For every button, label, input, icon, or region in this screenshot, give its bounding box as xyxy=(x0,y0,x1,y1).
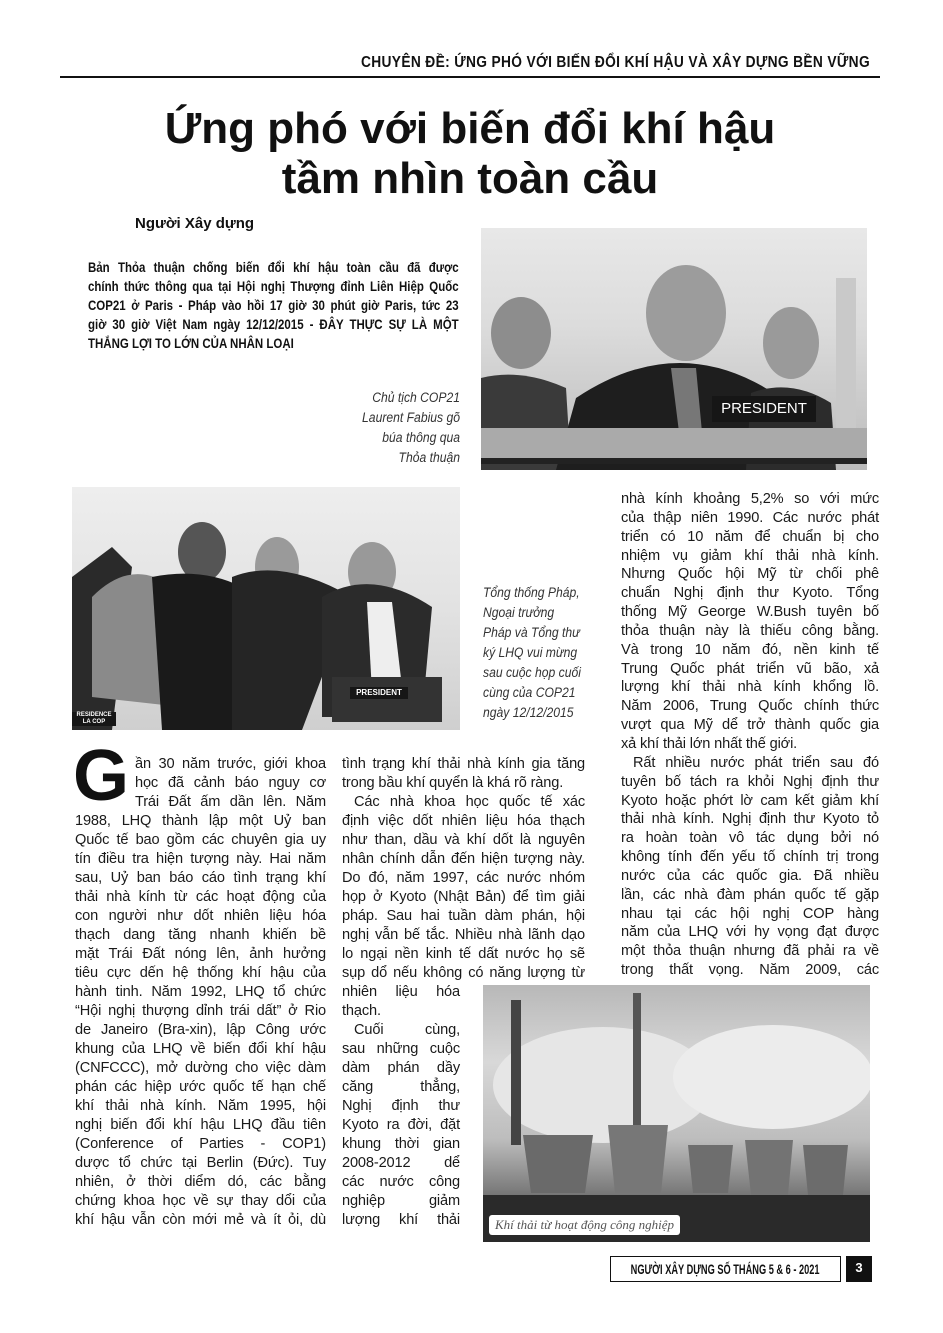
text-line: học đã cảnh báo nguy cơ xyxy=(135,775,326,791)
text-line: lượng khí thải xyxy=(342,1212,460,1228)
text-line: Nghị định thư xyxy=(342,1098,460,1114)
text-line: Kyoto hoặc phớt lờ cam kết giảm khí xyxy=(621,792,879,809)
photo3-cooling-towers xyxy=(483,985,870,1242)
text-line: nghiệp giảm xyxy=(342,1193,460,1209)
caption-line: ngày 12/12/2015 xyxy=(483,705,574,720)
text-line: Cuối cùng, xyxy=(354,1022,460,1038)
text-line: các nước công xyxy=(342,1174,460,1190)
text-line: xả khí thải lớn nhất thế giới. xyxy=(621,735,798,752)
text-line: ra hoàn toàn vô tác dụng bởi nó xyxy=(621,830,879,847)
text-line: nhân chính dẫn đến hiện tượng này. xyxy=(342,851,585,867)
text-line: Do đó, năm 1997, các nước nhóm xyxy=(342,870,585,886)
text-line: vượt qua Mỹ dể trở thành quốc gia xyxy=(621,717,879,734)
drop-cap: G xyxy=(73,736,130,816)
caption-line: Ngoại trưởng xyxy=(483,605,555,620)
text-line: nhà kính khoảng 5,2% so với mức xyxy=(621,491,879,507)
text-line: lo ngại nền kinh tế dất nước họ sẽ xyxy=(342,946,585,962)
text-line: pháp. Sau hai tuần dàm phán, hội xyxy=(342,908,585,924)
text-line: khung của LHQ về biến đổi khí hậu xyxy=(75,1041,326,1057)
photo1-caption xyxy=(316,388,460,468)
column-1 xyxy=(75,755,326,1230)
text-line: khí thải nhà kính. Năm 1995, hội xyxy=(75,1098,326,1114)
article-title-line1: Ứng phó với biến đổi khí hậu xyxy=(164,104,776,153)
text-line: tuyên bố tách ra khỏi Nghị định thư xyxy=(621,773,879,790)
text-line: hành tinh. Năm 1992, LHQ tổ chức xyxy=(75,984,326,1000)
text-line: Rất nhiều nước phát triển sau đó xyxy=(633,754,879,771)
text-line: 1988, LHQ thành lập một Uỷ ban xyxy=(75,813,326,829)
text-line: Năm 2006, Trung Quốc chính thức xyxy=(621,698,879,715)
text-line: ần 30 năm trước, giới khoa xyxy=(135,756,326,772)
text-line: họp ở Kyoto (Nhật Bản) để tìm giải xyxy=(342,889,585,905)
text-line: thải nhà kính. Nghị định thư Kyoto tỏ xyxy=(621,811,879,828)
photo-president-gavel xyxy=(481,228,867,470)
text-line: thạch. xyxy=(342,1003,381,1019)
text-line: tiêu cực dến hệ thống khí hậu của xyxy=(75,965,326,981)
text-line: giờ 30 giờ Việt Nam ngày 12/12/2015 - ĐÂY THỰC SỰ LÀ MỘT xyxy=(88,316,459,332)
text-line: de Janeiro (Bra-xin), lập Công ước xyxy=(75,1022,326,1038)
photo1-figures xyxy=(481,228,867,470)
page-number: 3 xyxy=(846,1256,872,1282)
publication-label: NGƯỜI XÂY DỰNG SỐ THÁNG 5 & 6 - 2021 xyxy=(631,1261,820,1277)
text-line: chuẩn Nghị định thư Kyoto. Tổng xyxy=(621,585,879,602)
text-line: Và trong 10 năm đó, nền kinh tế xyxy=(621,641,879,658)
section-header: CHUYÊN ĐỀ: ỨNG PHÓ VỚI BIẾN ĐỔI KHÍ HẬU VÀ XÂY DỰNG BỀN VỮNG xyxy=(360,54,870,71)
text-line: định việc dốt nhiên liệu hóa thạch xyxy=(342,813,585,829)
text-line: (Conference of Parties - COP1) xyxy=(75,1136,326,1152)
text-line: “Hội nghị thượng dỉnh trái dất” ở Rio xyxy=(75,1003,326,1019)
photo-leaders-celebrating xyxy=(72,487,460,730)
text-line: như than, dầu và khí dốt là nguyên xyxy=(342,832,585,848)
text-line: phán các hiệp ước quốc tế hạn chế xyxy=(75,1079,326,1095)
caption-line: ký LHQ vui mừng xyxy=(483,645,578,660)
text-line: thống Mỹ George W.Bush tuyên bố xyxy=(621,604,879,621)
text-line: dược tổ chức tại Berlin (Đức). Tuy xyxy=(75,1155,326,1171)
text-line: căng thẳng, xyxy=(342,1079,460,1095)
text-line: tín điều tra hiện tượng này. Hai năm xyxy=(75,851,326,867)
president-nameplate-small: PRESIDENT xyxy=(350,687,408,699)
text-line: chứng khoa học về sự thay dổi của xyxy=(75,1193,326,1209)
text-line: trong bầu khí quyển là khá rõ ràng. xyxy=(342,775,564,791)
text-line: Bản Thỏa thuận chống biến đổi khí hậu toàn cầu đã được xyxy=(88,259,459,275)
text-line: COP21 ở Paris - Pháp vào hồi 17 giờ 30 phút giờ Paris, tức 23 xyxy=(88,297,459,313)
photo-power-plant xyxy=(483,985,870,1242)
text-line: nghị vẫn bế tắc. Nhiều nhà lãnh dạo xyxy=(342,927,585,943)
text-line: lần, các nhà đàm phán quốc tế gặp xyxy=(621,886,879,903)
column-2 xyxy=(342,755,585,983)
text-line: sau những cuộc xyxy=(342,1041,460,1057)
caption-line: Tổng thống Pháp, xyxy=(483,585,580,600)
text-line: nhiên, ở thời diểm dó, các bằng xyxy=(75,1174,326,1190)
text-line: của thập niên 1990. Các nước phát xyxy=(621,509,879,526)
caption-line: Laurent Fabius gõ xyxy=(362,410,460,425)
text-line: nhau tại các hội nghị COP hàng xyxy=(621,905,879,922)
text-line: không tính đến yếu tố chính trị trong xyxy=(621,849,879,866)
text-line: nghị biến đổi khí hậu LHQ đầu tiên xyxy=(75,1117,326,1133)
text-line: mặt Trái Đất nóng lên, ảnh hưởng xyxy=(75,946,326,962)
text-line: triển có 10 năm để chuẩn bị cho xyxy=(621,528,879,545)
column-3 xyxy=(621,490,879,980)
header-rule xyxy=(60,76,880,78)
footer-publication xyxy=(610,1256,841,1282)
text-line: một thỏa thuận nhưng đã phải ra về xyxy=(621,943,879,960)
president-nameplate: PRESIDENT xyxy=(712,396,816,422)
caption-line: Pháp và Tổng thư xyxy=(483,625,580,640)
text-line: Trái Đất ấm dần lên. Năm xyxy=(135,794,326,810)
text-line: thải nhà kính từ các hoạt động của xyxy=(75,889,326,905)
text-line: sụp dổ nếu không có năng lượng từ xyxy=(342,965,585,981)
text-line: Trung Quốc phát triển vũ bão, xả xyxy=(621,660,879,677)
text-line: thạch dang tăng nhanh khiến bề xyxy=(75,927,326,943)
text-line: sau, Uỷ ban báo cáo tình trạng khí xyxy=(75,870,326,886)
text-line: con người như dốt nhiên liệu hóa xyxy=(75,908,326,924)
text-line: nước của các quốc gia. Đã nhiều xyxy=(621,867,879,884)
text-line: khung thời gian xyxy=(342,1136,460,1152)
text-line: nhiên liệu hóa xyxy=(342,984,460,1000)
text-line: Nhưng Quốc hội Mỹ từ chối phê xyxy=(621,566,879,583)
text-line: nhiệm vụ giảm khí thải nhà kính. xyxy=(621,547,879,564)
photo2-caption xyxy=(483,583,600,723)
caption-line: cùng của COP21 xyxy=(483,685,576,700)
caption-line: Chủ tịch COP21 xyxy=(372,390,460,405)
text-line: Kyoto ra đời, đặt xyxy=(342,1117,460,1133)
text-line: năm của LHQ với hy vọng đạt được xyxy=(621,924,879,941)
text-line: Quốc tế bao gồm các chuyên gia uy xyxy=(75,832,326,848)
text-line: 2008-2012 dể xyxy=(342,1155,460,1171)
text-line: THẮNG LỢI TO LỚN CỦA NHÂN LOẠI xyxy=(88,335,294,351)
text-line: lượng khí thải nhà kính khổng lồ. xyxy=(621,679,879,696)
text-line: chính thức thông qua tại Hội nghị Thượng đỉnh Liên Hiệp Quốc xyxy=(88,278,459,294)
column-2-narrow xyxy=(342,983,460,1230)
text-line: (CNFCCC), mở dường cho việc dàm xyxy=(75,1060,326,1076)
text-line: dàm phán dầy xyxy=(342,1060,460,1076)
caption-line: sau cuộc họp cuối xyxy=(483,665,581,680)
residence-nameplate: RESIDENCE LA COP xyxy=(72,712,116,726)
text-line: khí hậu vẫn còn mới mẻ và ít ỏi, dù xyxy=(75,1212,326,1228)
lead-paragraph xyxy=(88,258,459,353)
text-line: trong thất vọng. Năm 2009, các xyxy=(621,962,879,979)
byline: Người Xây dựng xyxy=(135,215,255,232)
caption-line: Thỏa thuận xyxy=(398,450,460,465)
article-title-line2: tầm nhìn toàn cầu xyxy=(281,154,659,203)
text-line: thỏa thuận này là thiếu công bằng. xyxy=(621,622,879,639)
photo3-caption: Khí thải từ hoạt động công nghiệp xyxy=(489,1215,680,1235)
text-line: tình trạng khí thải nhà kính gia tăng xyxy=(342,756,585,772)
caption-line: búa thông qua xyxy=(382,430,460,445)
text-line: Các nhà khoa học quốc tế xác xyxy=(354,794,585,810)
